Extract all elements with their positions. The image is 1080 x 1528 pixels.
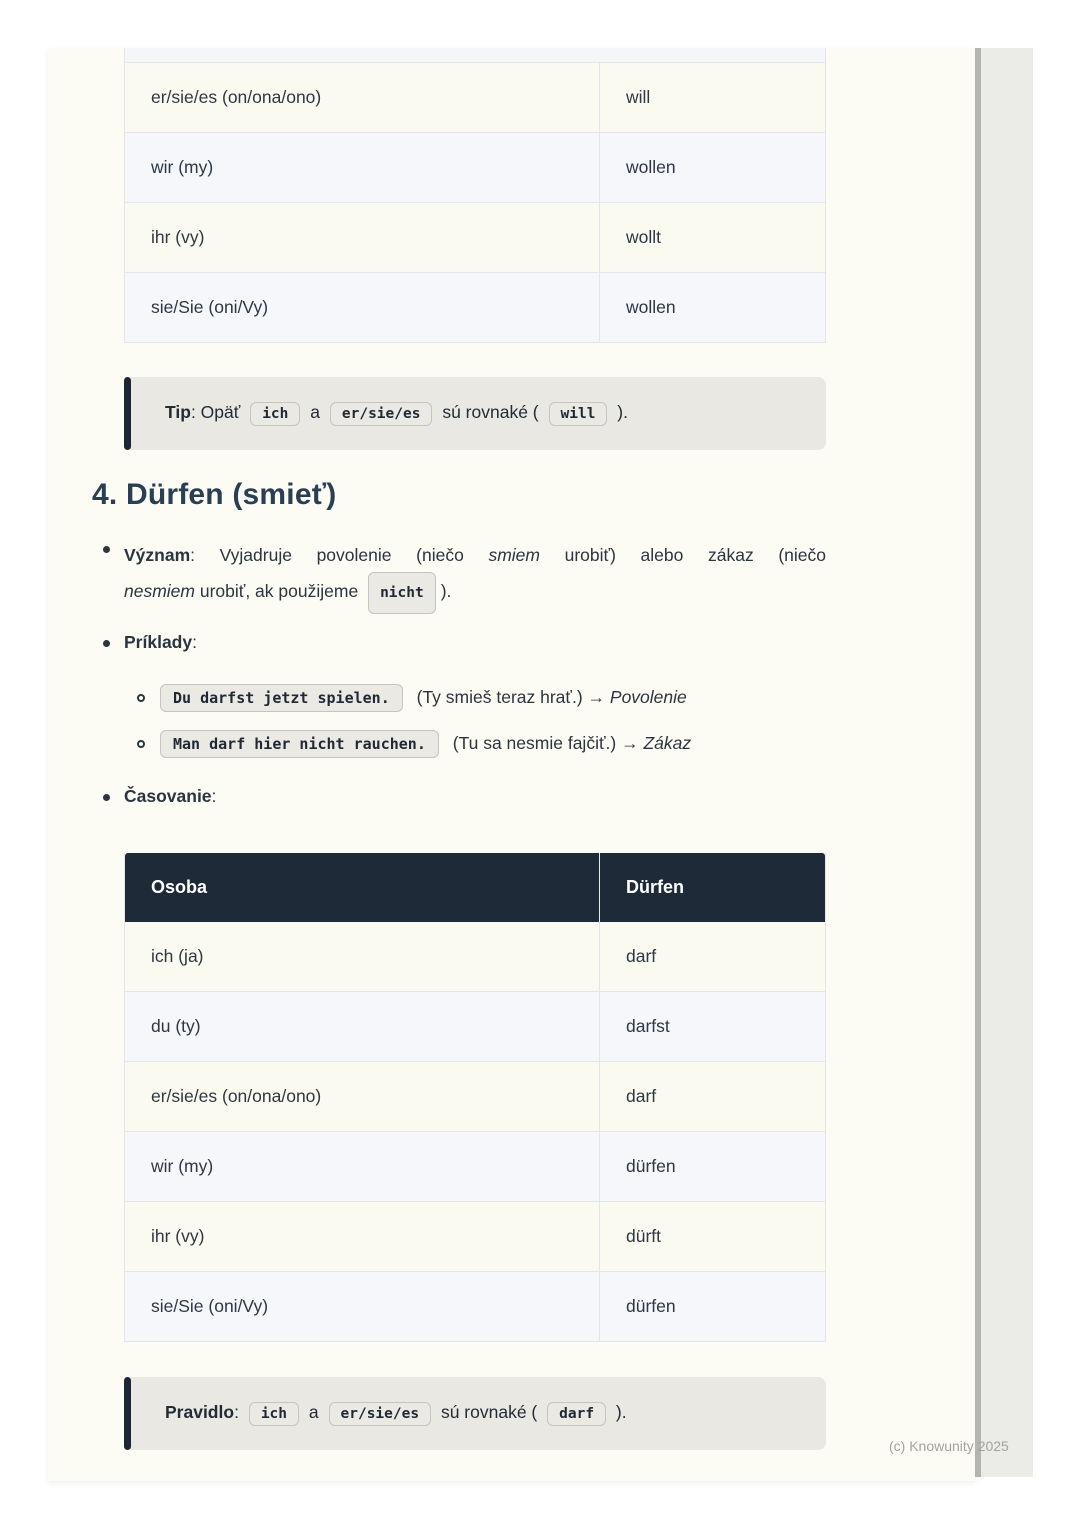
example-text: Du darfst jetzt spielen. (Ty smieš teraz hrať.) → Povolenie xyxy=(160,684,687,712)
table-row xyxy=(125,1272,825,1342)
section-heading: 4. Dürfen (smieť) xyxy=(92,478,337,511)
table-row xyxy=(125,1062,825,1132)
bullet-marker xyxy=(103,794,110,801)
form-cell: wollen xyxy=(599,133,825,202)
example-item xyxy=(137,684,827,712)
person-cell: ihr (vy) xyxy=(151,1226,205,1246)
person-cell: sie/Sie (oni/Vy) xyxy=(151,1296,269,1316)
rule-callout xyxy=(124,1377,826,1450)
form-cell: will xyxy=(599,63,825,132)
form-cell: darf xyxy=(599,1062,825,1131)
circle-bullet-marker xyxy=(137,694,145,702)
bullet-marker xyxy=(103,640,110,647)
table-row xyxy=(125,922,825,992)
code-chip: Man darf hier nicht rauchen. xyxy=(160,730,439,758)
example-text: Man darf hier nicht rauchen. (Tu sa nesmie fajčiť.) → Zákaz xyxy=(160,730,691,758)
table-row xyxy=(125,992,825,1062)
table-row xyxy=(125,203,825,273)
tip-callout xyxy=(124,377,826,450)
person-cell: wir (my) xyxy=(151,1156,214,1176)
table-row xyxy=(125,1202,825,1272)
viewer-side-panel xyxy=(981,48,1033,1477)
table-row xyxy=(125,63,825,133)
form-cell: wollt xyxy=(599,203,825,272)
callout-accent-bar xyxy=(124,1377,131,1450)
vyznam-item xyxy=(124,538,826,614)
form-cell: dürfen xyxy=(599,1272,825,1341)
code-chip: er/sie/es xyxy=(330,402,433,426)
form-cell: darf xyxy=(599,922,825,991)
person-cell: wir (my) xyxy=(151,157,214,177)
example-item xyxy=(137,730,827,758)
priklady-item: Príklady: xyxy=(124,632,826,653)
casovanie-item: Časovanie: xyxy=(124,786,826,807)
code-chip: nicht xyxy=(368,572,436,614)
code-chip: ich xyxy=(249,1402,299,1426)
callout-accent-bar xyxy=(124,377,131,450)
person-cell: ihr (vy) xyxy=(151,227,205,247)
form-cell: wollen xyxy=(599,273,825,342)
copyright-watermark: (c) Knowunity 2025 xyxy=(889,1438,1009,1454)
table-header-duerfen: Dürfen xyxy=(599,853,825,922)
scrollbar-thumb[interactable] xyxy=(975,48,981,1477)
table-header-row xyxy=(125,853,825,922)
table-row xyxy=(125,273,825,343)
person-cell: ich (ja) xyxy=(151,946,204,966)
vyznam-line2: nesmiem urobiť, ak použijeme nicht ). xyxy=(124,572,826,614)
code-chip: will xyxy=(549,402,608,426)
code-chip: er/sie/es xyxy=(329,1402,432,1426)
tip-text: Tip: Opäť ich a er/sie/es sú rovnaké ( will ). xyxy=(165,402,628,426)
table-row-partial xyxy=(125,48,825,63)
form-cell: dürfen xyxy=(599,1132,825,1201)
rule-text: Pravidlo: ich a er/sie/es sú rovnaké ( darf ). xyxy=(165,1402,627,1426)
code-chip: ich xyxy=(250,402,300,426)
person-cell: er/sie/es (on/ona/ono) xyxy=(151,87,322,107)
vyznam-line1: Význam: Vyjadruje povolenie (niečo smiem urobiť) alebo zákaz (niečo xyxy=(124,545,827,565)
tip-label: Tip xyxy=(165,401,191,422)
wollen-conjugation-table xyxy=(124,48,826,343)
form-cell: darfst xyxy=(599,992,825,1061)
table-header-osoba: Osoba xyxy=(151,877,208,897)
person-cell: du (ty) xyxy=(151,1016,201,1036)
duerfen-conjugation-table xyxy=(124,853,826,1342)
table-row xyxy=(125,1132,825,1202)
bullet-marker xyxy=(103,546,110,553)
code-chip: Du darfst jetzt spielen. xyxy=(160,684,403,712)
person-cell: sie/Sie (oni/Vy) xyxy=(151,297,269,317)
code-chip: darf xyxy=(547,1402,606,1426)
rule-label: Pravidlo xyxy=(165,1401,235,1422)
circle-bullet-marker xyxy=(137,740,145,748)
form-cell: dürft xyxy=(599,1202,825,1271)
document-page xyxy=(48,48,975,1481)
table-row xyxy=(125,133,825,203)
person-cell: er/sie/es (on/ona/ono) xyxy=(151,1086,322,1106)
